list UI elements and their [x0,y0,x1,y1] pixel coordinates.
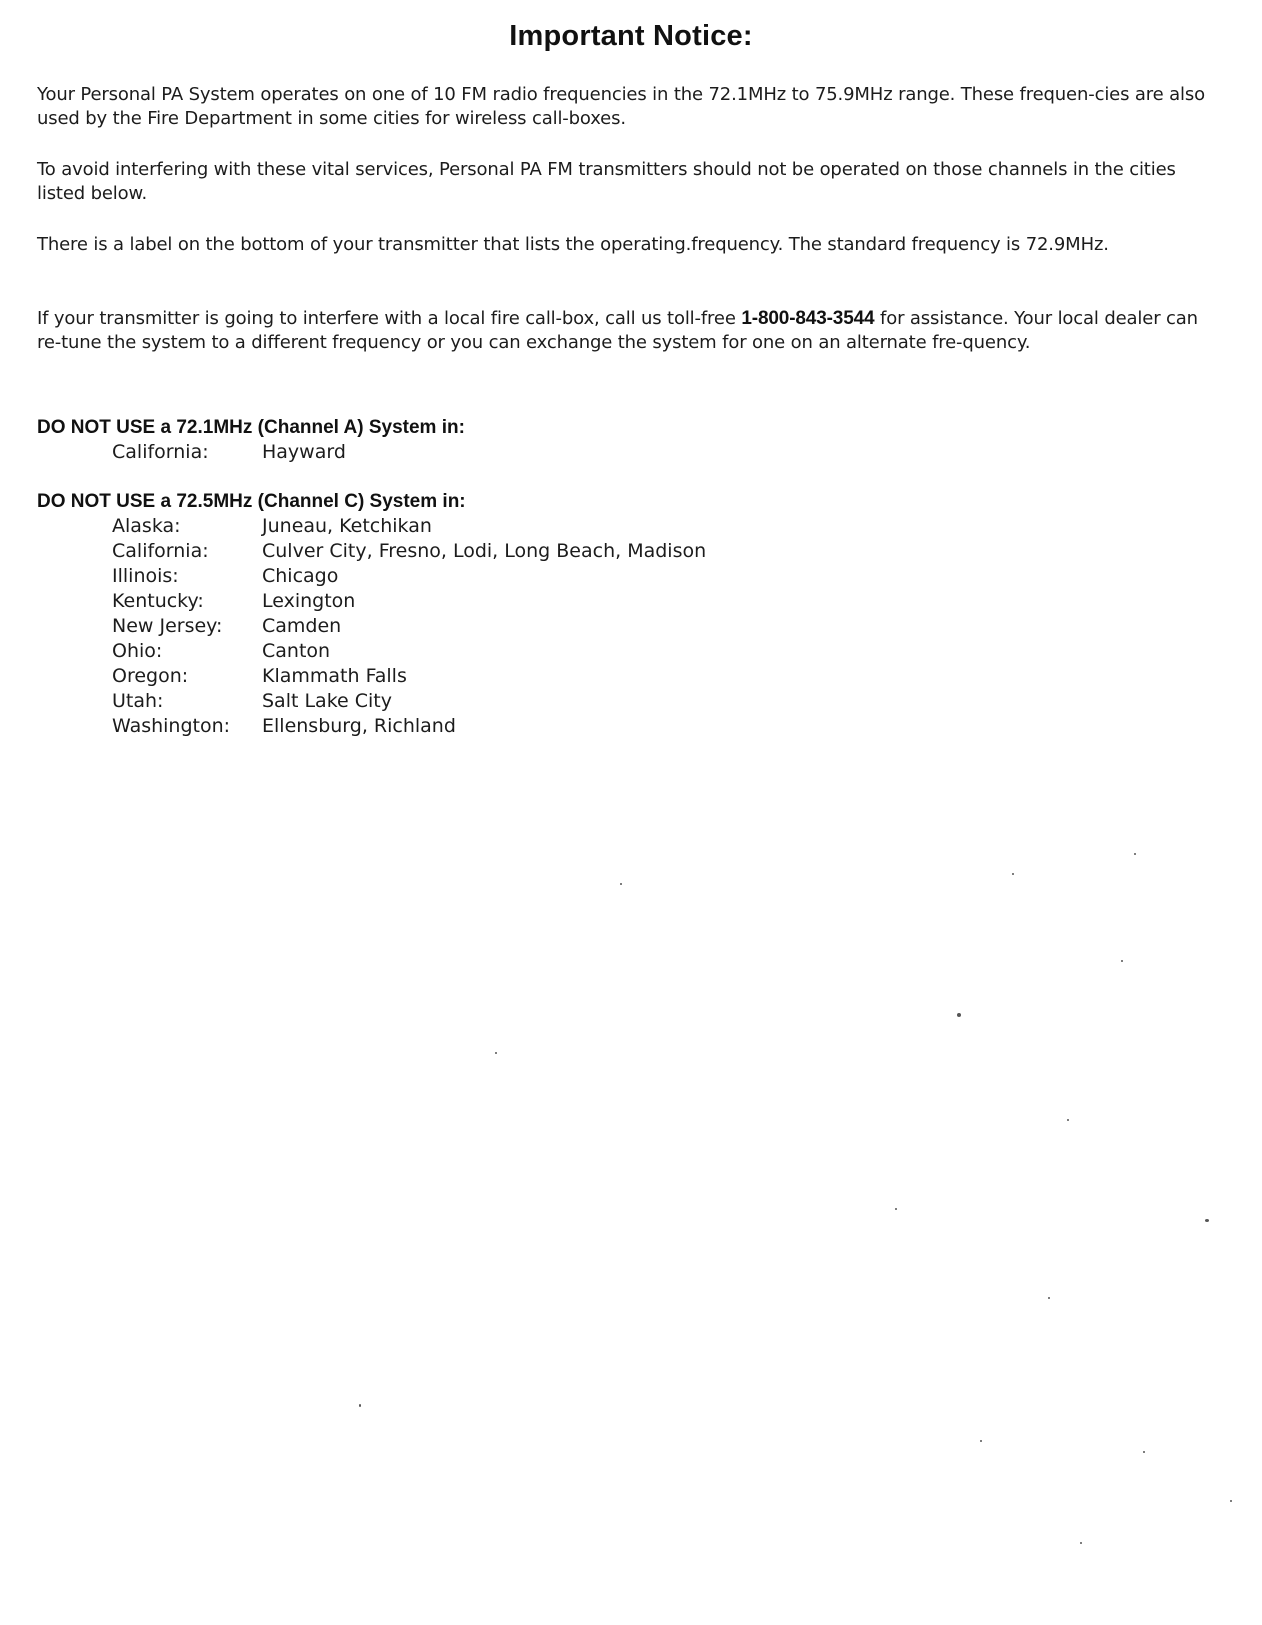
channel-a-heading: DO NOT USE a 72.1MHz (Channel A) System in: [37,417,465,438]
city-names: Canton [262,640,331,662]
city-names: Chicago [262,565,339,587]
state-name: Washington: [112,715,231,737]
city-names: Hayward [262,441,346,463]
state-name: California: [112,540,209,562]
city-names: Culver City, Fresno, Lodi, Long Beach, Madison [262,540,707,562]
state-name: Alaska: [112,515,181,537]
list-item [112,539,706,564]
scan-speck [1143,1451,1145,1453]
city-names: Ellensburg, Richland [262,715,456,737]
list-item [112,440,346,465]
scan-speck [957,1013,961,1017]
list-item [112,514,706,539]
page-title: Important Notice: [509,20,753,52]
list-item [112,639,706,664]
state-name: New Jersey: [112,615,223,637]
toll-free-phone-number: 1-800-843-3544 [741,308,875,329]
scan-speck [1134,853,1136,855]
city-names: Klammath Falls [262,665,407,687]
scan-speck [1048,1297,1050,1299]
state-name: Utah: [112,690,164,712]
state-name: Ohio: [112,640,163,662]
list-item [112,664,706,689]
paragraph-frequencies: Your Personal PA System operates on one of 10 FM radio frequencies in the 72.1MHz to 75.9MHz range. These frequen-cies are also used by the Fire Department in some cities for wireless call-boxes. [37,84,1205,129]
scan-speck [1012,873,1014,875]
city-names: Camden [262,615,342,637]
city-names: Juneau, Ketchikan [262,515,432,537]
paragraph-label: There is a label on the bottom of your transmitter that lists the operating.frequency. The standard frequency is 72.9MHz. [37,234,1109,255]
channel-c-list [112,514,706,739]
channel-c-heading: DO NOT USE a 72.5MHz (Channel C) System in: [37,491,466,512]
list-item [112,689,706,714]
scan-speck [1230,1500,1232,1502]
paragraph-toll-free [37,307,1227,355]
scan-speck [1121,960,1123,962]
paragraph-interference: To avoid interfering with these vital services, Personal PA FM transmitters should not be operated on those channels in the cities listed below. [37,159,1176,204]
scan-speck [1205,1219,1209,1222]
scan-speck [895,1208,897,1210]
scan-speck [359,1404,361,1407]
state-name: Illinois: [112,565,179,587]
list-item [112,714,706,739]
list-item [112,589,706,614]
state-name: California: [112,441,209,463]
scan-speck [495,1052,497,1054]
channel-a-list [112,440,346,465]
city-names: Lexington [262,590,356,612]
paragraph-toll-free-lead: If your transmitter is going to interfere with a local fire call-box, call us toll-free [37,308,742,329]
list-item [112,614,706,639]
scan-speck [980,1440,982,1442]
list-item [112,564,706,589]
scan-speck [1080,1542,1082,1544]
city-names: Salt Lake City [262,690,392,712]
scan-speck [1067,1119,1069,1121]
state-name: Kentucky: [112,590,204,612]
paragraph-toll-free-tail: for assistance. Your local dealer can re-tune the system to a different frequency or you can exchange the system for one on an alternate fre-quency. [37,308,1198,353]
state-name: Oregon: [112,665,189,687]
scan-speck [620,883,622,885]
